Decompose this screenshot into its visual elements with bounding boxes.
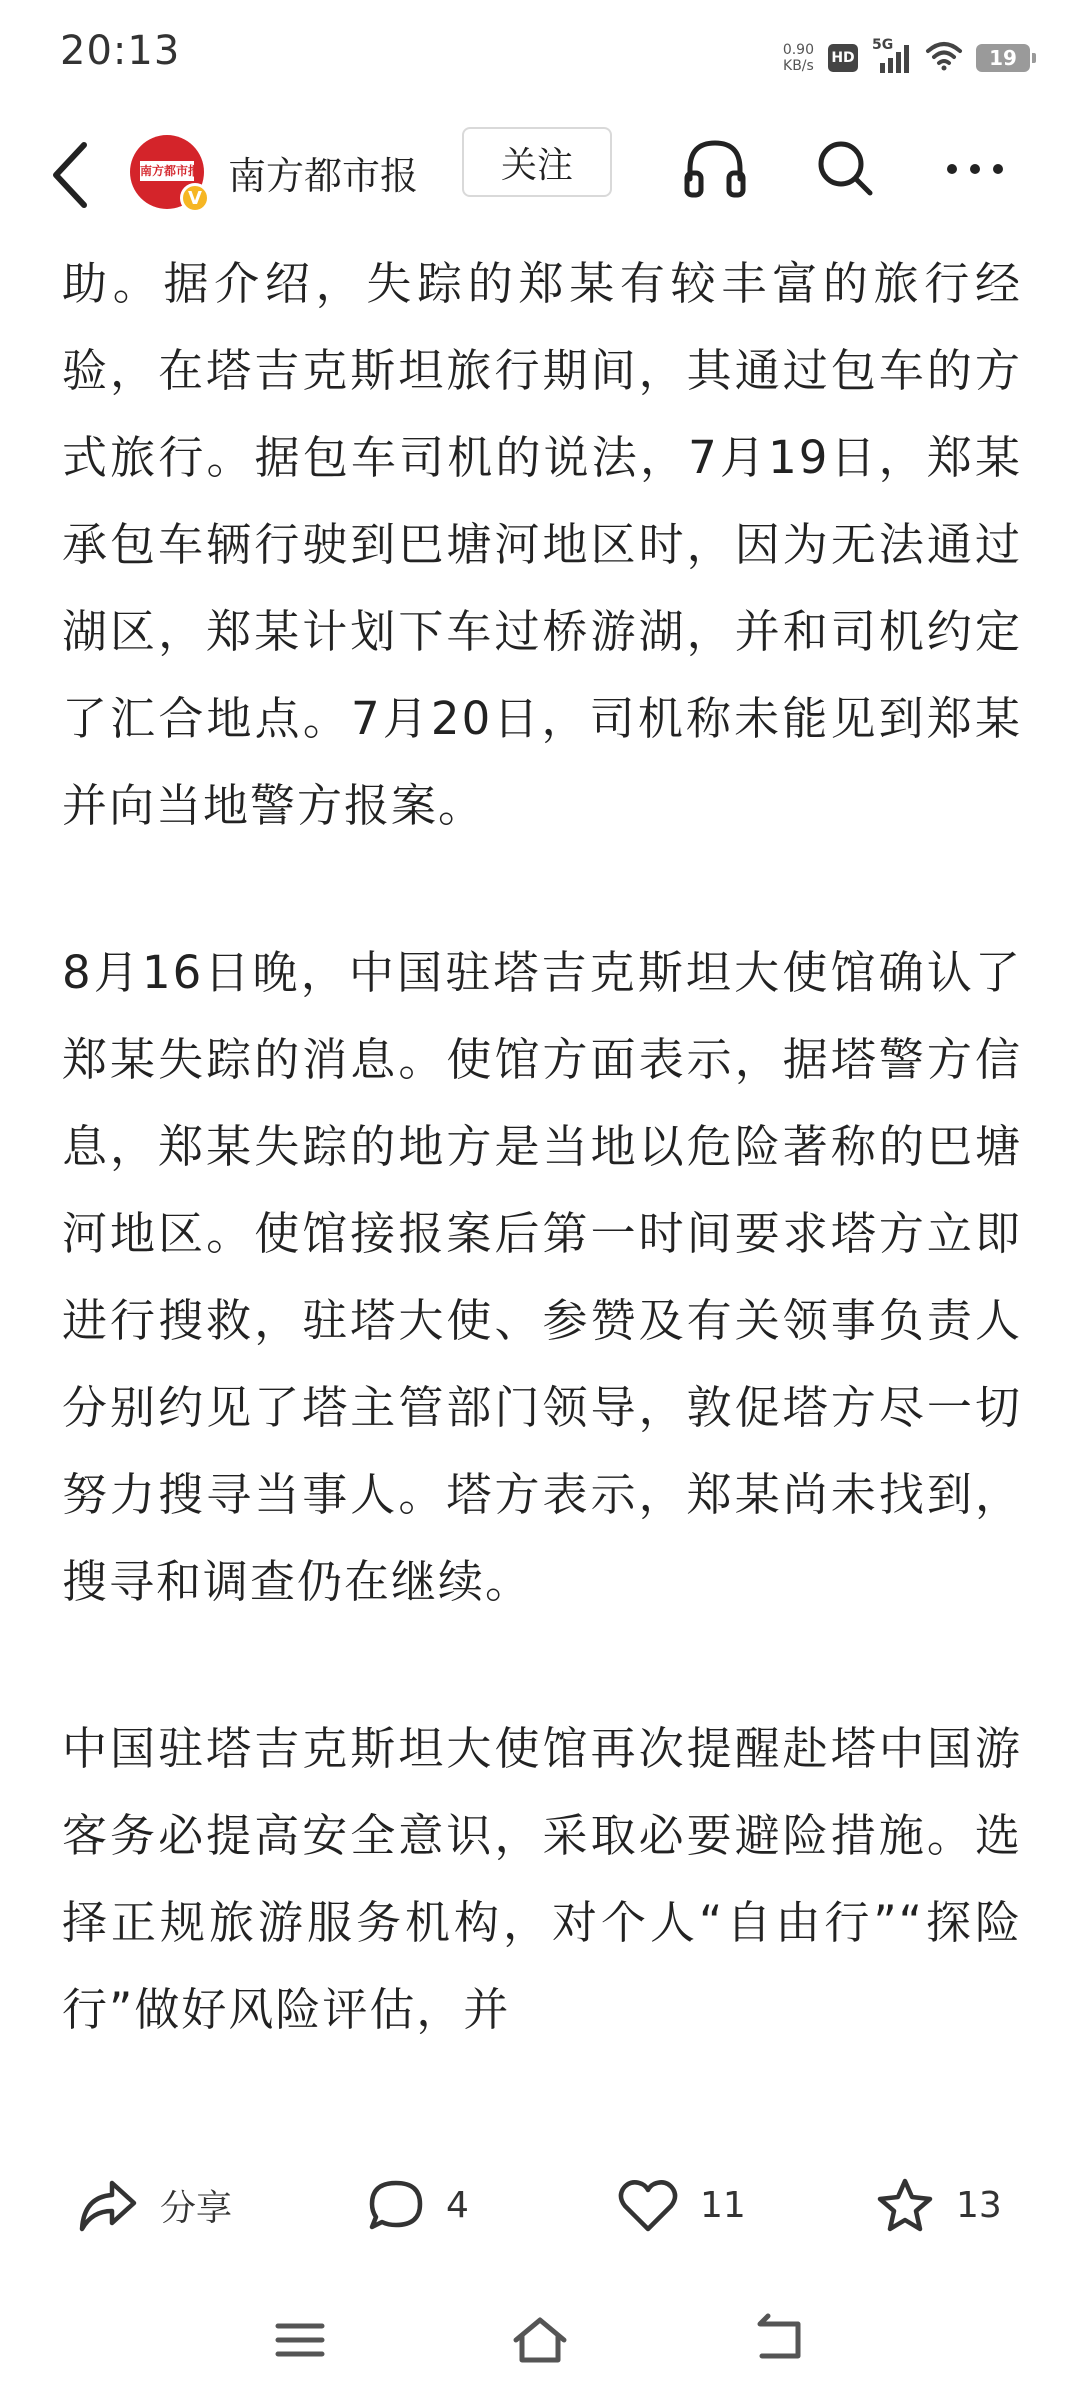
home-icon	[510, 2310, 570, 2370]
status-time: 20:13	[60, 28, 181, 74]
top-nav	[0, 115, 1080, 235]
headphones-icon	[680, 133, 750, 203]
battery-icon	[976, 44, 1030, 72]
return-button[interactable]	[750, 2310, 810, 2370]
like-count: 11	[700, 2184, 746, 2226]
net-speed-value: 0.90	[782, 42, 814, 58]
comment-count: 4	[446, 2184, 469, 2226]
home-button[interactable]	[510, 2310, 570, 2370]
share-icon	[78, 2177, 138, 2233]
hd-badge: HD	[828, 44, 858, 72]
share-label: 分享	[160, 2187, 233, 2229]
source-name[interactable]: 南方都市报	[228, 154, 419, 198]
heart-icon	[618, 2177, 678, 2233]
status-bar	[0, 0, 1080, 115]
comment-button[interactable]	[368, 2170, 469, 2240]
content-fade	[0, 2060, 1080, 2140]
network-type-label: 5G	[872, 37, 894, 53]
favorite-button[interactable]	[876, 2170, 1002, 2240]
net-speed-unit: KB/s	[783, 58, 814, 74]
more-button[interactable]	[940, 133, 1010, 203]
follow-button[interactable]: 关注	[462, 127, 612, 197]
avatar-logo-text: 南方都市报	[140, 161, 194, 181]
wifi-icon	[926, 41, 962, 75]
like-button[interactable]	[618, 2170, 746, 2240]
favorite-count: 13	[956, 2184, 1002, 2226]
star-icon	[876, 2177, 934, 2233]
back-button[interactable]	[46, 137, 96, 213]
search-button[interactable]	[810, 133, 880, 203]
back-arrow-icon	[46, 137, 96, 213]
status-icons	[783, 38, 1030, 78]
article-paragraph: 中国驻塔吉克斯坦大使馆再次提醒赴塔中国游客务必提高安全意识，采取必要避险措施。选择正规旅游服务机构，对个人“自由行”“探险行”做好风险评估，并	[62, 1722, 1022, 2036]
search-icon	[810, 133, 880, 203]
comment-icon	[368, 2177, 424, 2233]
action-bar	[0, 2140, 1080, 2270]
more-icon	[940, 133, 1010, 203]
article-body	[62, 240, 1022, 2135]
battery-level: 19	[989, 46, 1017, 70]
article-paragraph: 助。据介绍，失踪的郑某有较丰富的旅行经验，在塔吉克斯坦旅行期间，其通过包车的方式旅行。据包车司机的说法，7月19日，郑某承包车辆行驶到巴塘河地区时，因为无法通过湖区，郑某计划下车过桥游湖，并和司机约定了汇合地点。7月20日，司机称未能见到郑某并向当地警方报案。	[62, 257, 1022, 832]
menu-icon	[270, 2310, 330, 2370]
net-speed	[783, 42, 814, 74]
system-nav-bar	[0, 2280, 1080, 2400]
menu-button[interactable]	[270, 2310, 330, 2370]
share-button[interactable]	[78, 2170, 232, 2240]
avatar[interactable]	[130, 135, 204, 209]
return-icon	[750, 2310, 810, 2370]
listen-button[interactable]	[680, 133, 750, 203]
verified-badge: V	[180, 183, 210, 213]
signal-icon	[872, 37, 912, 75]
article-paragraph: 8月16日晚，中国驻塔吉克斯坦大使馆确认了郑某失踪的消息。使馆方面表示，据塔警方信息，郑某失踪的地方是当地以危险著称的巴塘河地区。使馆接报案后第一时间要求塔方立即进行搜救，驻塔大使、参赞及有关领事负责人分别约见了塔主管部门领导，敦促塔方尽一切努力搜寻当事人。塔方表示，郑某尚未找到，搜寻和调查仍在继续。	[62, 946, 1022, 1608]
